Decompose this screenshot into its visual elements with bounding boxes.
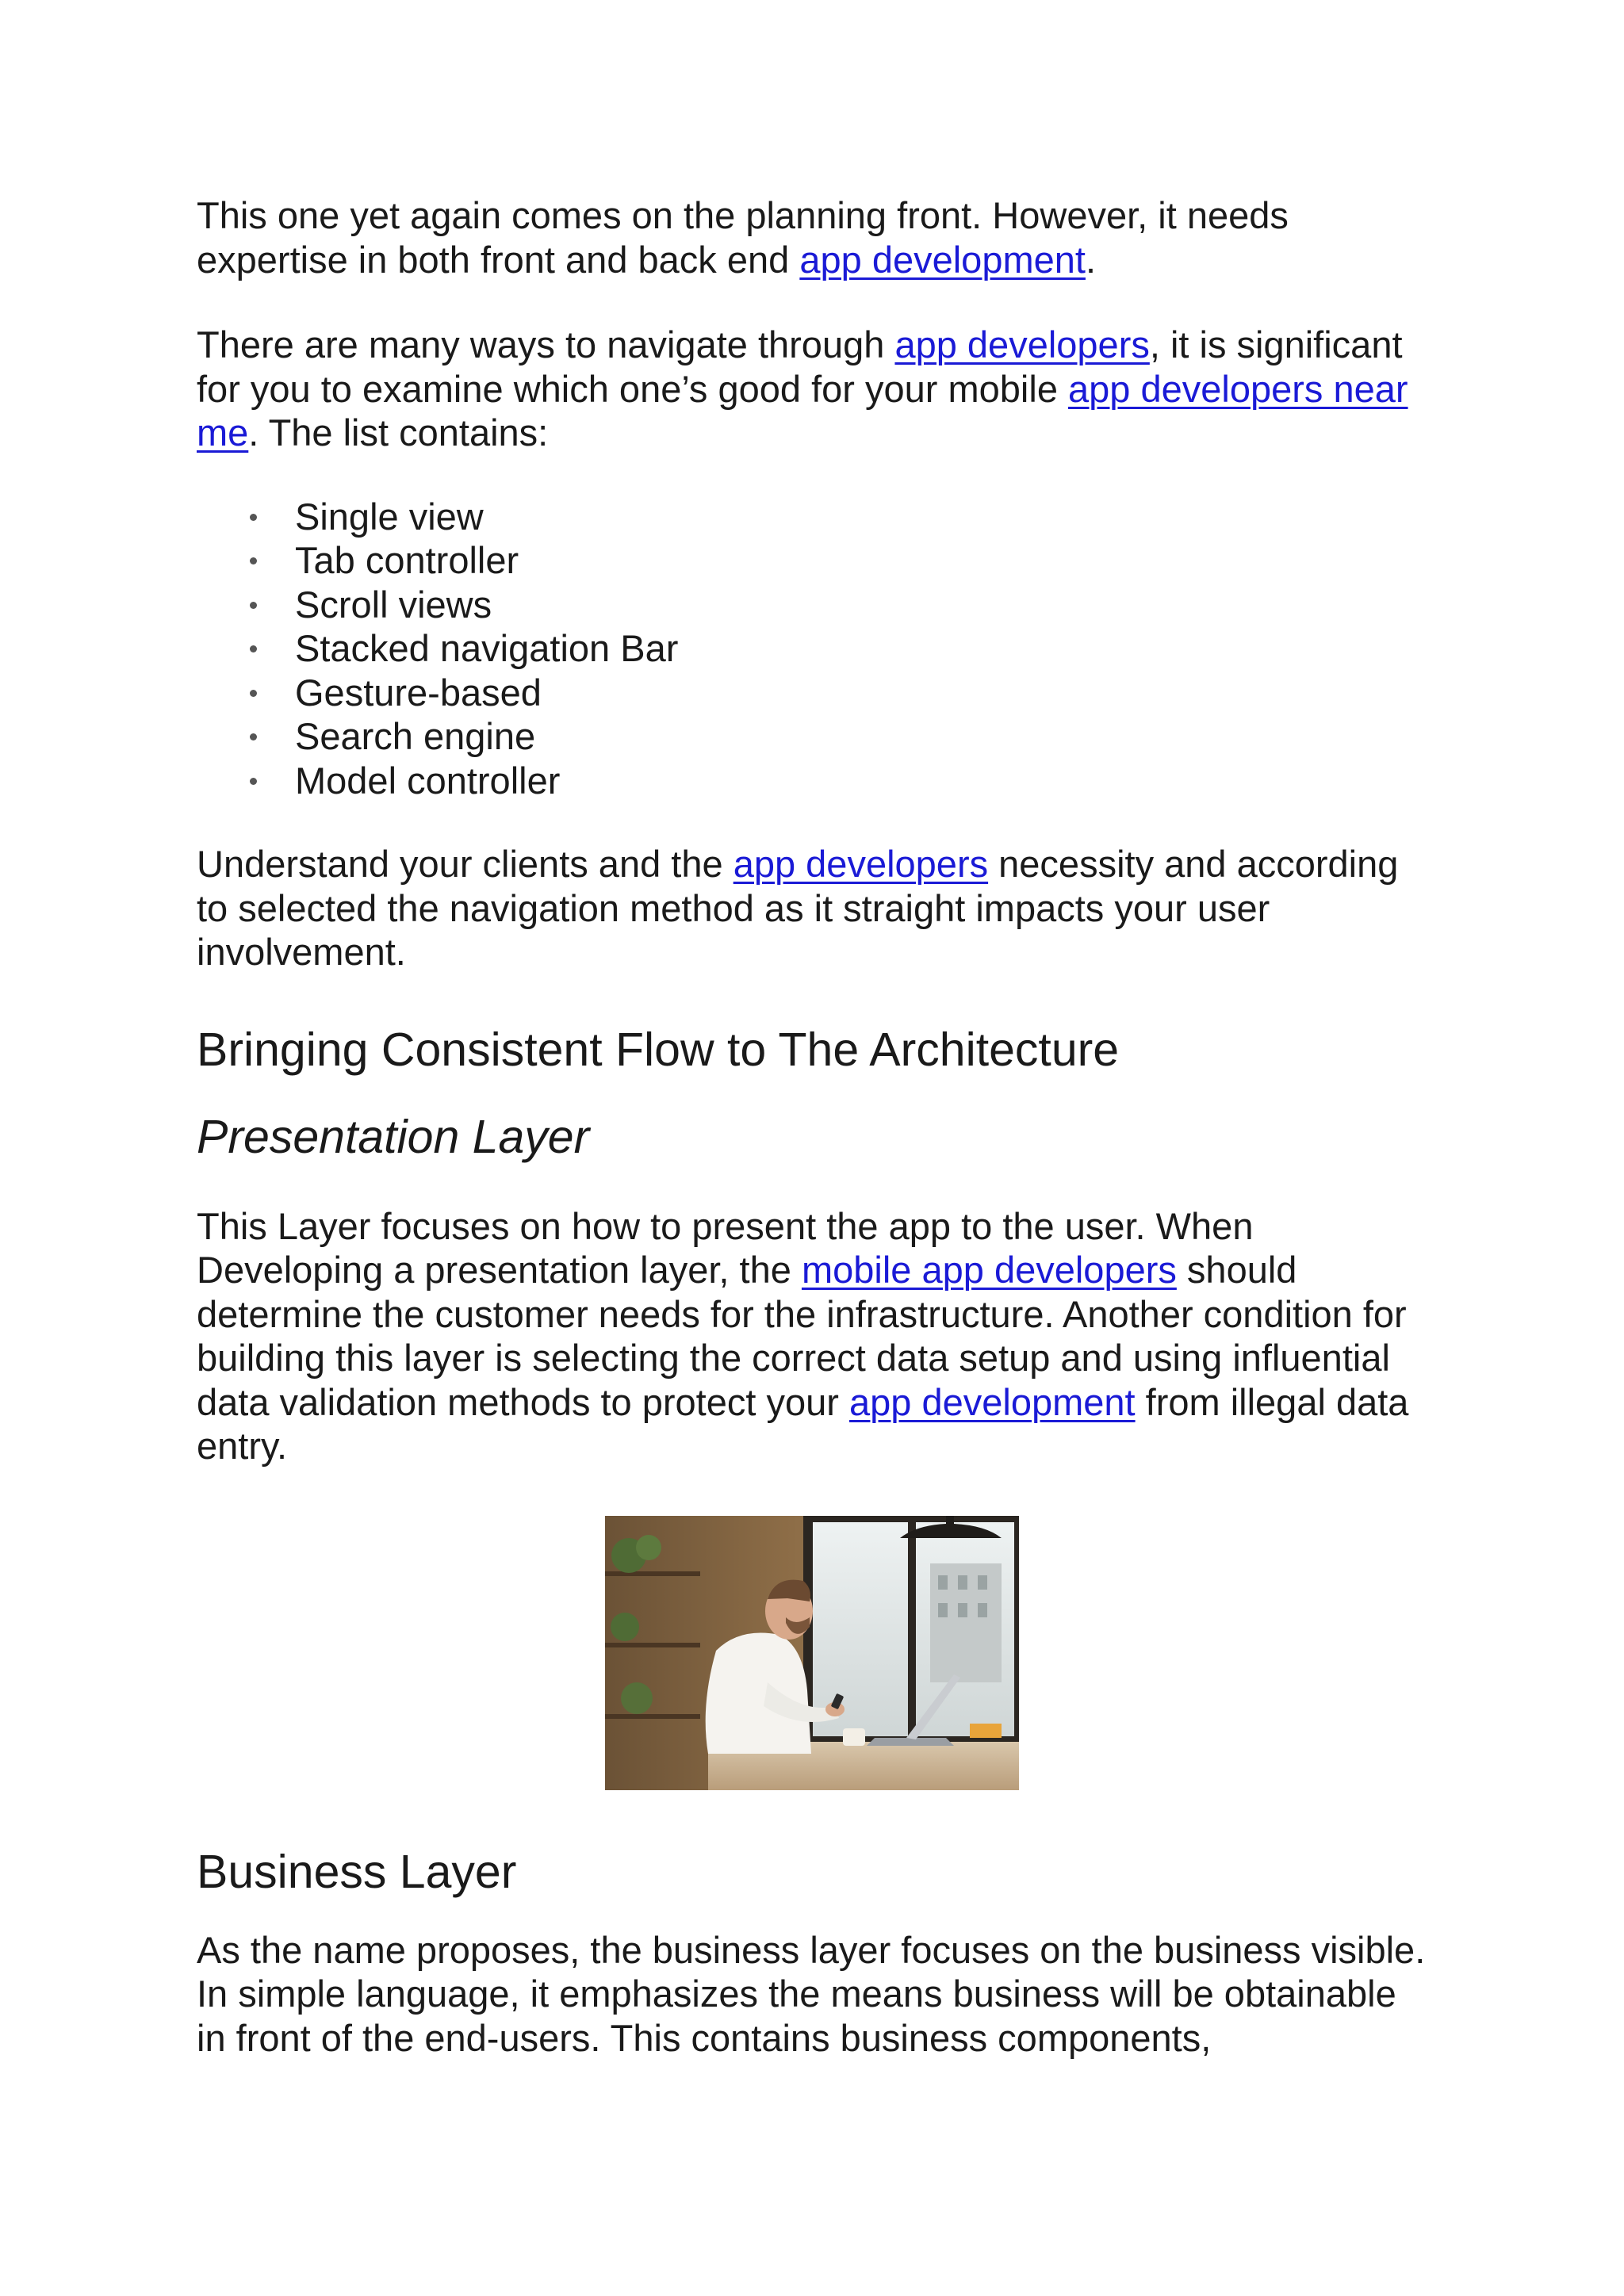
- paragraph-text: This Layer focuses on how to present the app to the user. When Developing a presentation layer, the: [197, 1204, 1254, 1291]
- bullet-icon: [250, 514, 257, 521]
- paragraph-clients: [197, 842, 1434, 974]
- paragraph-text: This one yet again comes on the planning front. However, it needs expertise in both front and back end: [197, 194, 1289, 281]
- paragraph-text: . The list contains:: [248, 411, 549, 453]
- list-item: [197, 538, 1434, 583]
- list-item-label: Tab controller: [295, 539, 519, 581]
- link-app-developers[interactable]: app developers: [894, 323, 1150, 365]
- paragraph-business: [197, 1928, 1434, 2061]
- paragraph-presentation: [197, 1204, 1434, 1468]
- list-item-label: Stacked navigation Bar: [295, 627, 679, 669]
- bullet-icon: [250, 690, 257, 697]
- document-page: [197, 193, 1434, 2060]
- paragraph-text: should determine the customer needs for the infrastructure. Another condition for building this layer is selecting the correct data setup and using influential data validation methods to protect your: [197, 1249, 1407, 1423]
- list-item-label: Single view: [295, 495, 484, 538]
- bullet-icon: [250, 645, 257, 652]
- list-item: [197, 671, 1434, 715]
- navigation-types-list: [197, 495, 1434, 803]
- paragraph-text: from illegal data entry.: [197, 1380, 1409, 1467]
- list-item: [197, 626, 1434, 671]
- link-mobile-app-developers[interactable]: mobile app developers: [801, 1249, 1177, 1291]
- paragraph-tail: .: [1085, 238, 1097, 281]
- bullet-icon: [250, 557, 257, 564]
- list-item-label: Gesture-based: [295, 671, 542, 714]
- bullet-icon: [250, 778, 257, 785]
- paragraph-text: There are many ways to navigate through: [197, 323, 895, 365]
- paragraph-navigation: [197, 323, 1434, 455]
- list-item-label: Model controller: [295, 759, 561, 802]
- list-item: [197, 583, 1434, 627]
- list-item-label: Search engine: [295, 715, 536, 757]
- link-app-development[interactable]: app development: [848, 1380, 1136, 1423]
- bullet-icon: [250, 733, 257, 740]
- link-app-developers[interactable]: app developers: [733, 843, 989, 885]
- section-heading-architecture: Bringing Consistent Flow to The Architecture: [197, 1023, 1120, 1076]
- paragraph-text: Understand your clients and the: [197, 843, 733, 885]
- list-item-label: Scroll views: [295, 583, 492, 626]
- paragraph-text: As the name proposes, the business layer focuses on the business visible. In simple language, it emphasizes the means business will be obtainable in front of the end-users. This contains business components,: [197, 1928, 1426, 2059]
- link-app-developers-near-me[interactable]: app developers near me: [197, 367, 1408, 453]
- paragraph-text: , it is significant for you to examine which one’s good for your mobile: [197, 323, 1403, 410]
- list-item: [197, 495, 1434, 539]
- list-item: [197, 714, 1434, 759]
- subheading-presentation-layer: Presentation Layer: [197, 1110, 590, 1163]
- photo-man-using-phone-at-desk: [605, 1516, 1019, 1790]
- list-item: [197, 759, 1434, 803]
- paragraph-planning: [197, 193, 1434, 281]
- section-heading-business-layer: Business Layer: [197, 1845, 517, 1898]
- link-app-development[interactable]: app development: [799, 238, 1086, 281]
- paragraph-text: necessity and according to selected the navigation method as it straight impacts your user involvement.: [197, 843, 1399, 973]
- bullet-icon: [250, 602, 257, 609]
